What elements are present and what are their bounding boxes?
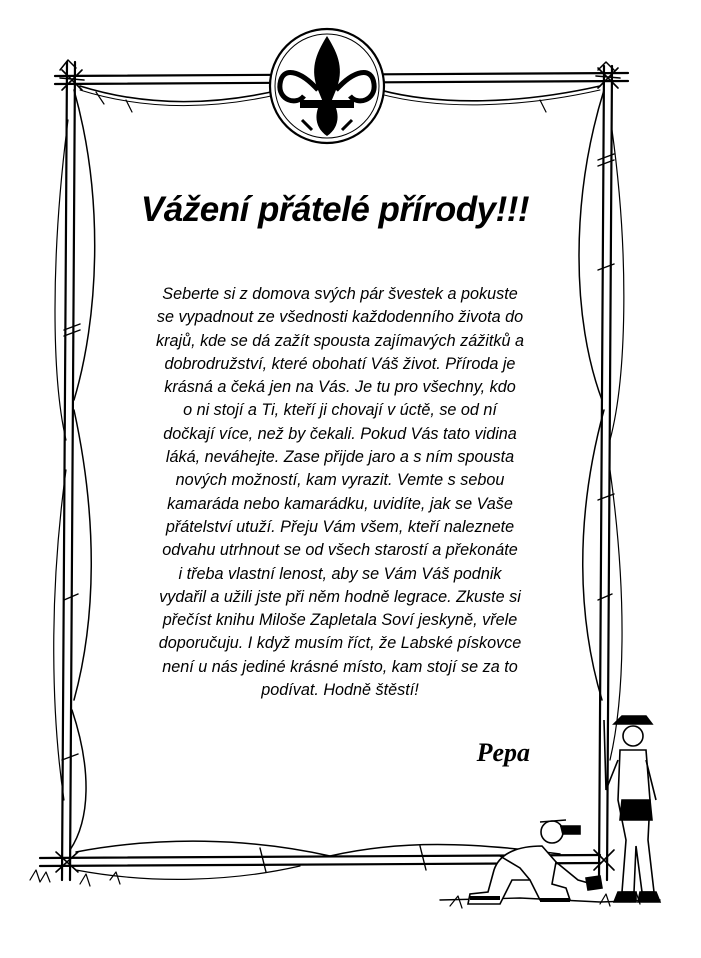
letter-line: i třeba vlastní lenost, aby se Vám Váš podnik — [178, 564, 502, 583]
letter-line: dobrodružství, které obohatí Váš život. Příroda je — [164, 354, 516, 373]
letter-line: podívat. Hodně štěstí! — [261, 681, 419, 700]
letter-title: Vážení přátelé přírody!!! — [140, 190, 530, 229]
signature: Pepa — [476, 738, 530, 767]
letter-line: odvahu utrhnout se od všech starostí a překonáte — [162, 541, 518, 560]
letter-line: vydařil a užili jste při něm hodně legrace. Zkuste si — [159, 587, 521, 606]
letter-line: láká, neváhejte. Zase přijde jaro a s ním spousta — [165, 448, 515, 467]
letter-line: doporučuju. I když musím říct, že Labské pískovce — [158, 634, 522, 653]
letter-line: krásná a čeká jen na Vás. Je tu pro všechny, kdo — [164, 378, 516, 397]
fleur-de-lis-emblem — [270, 29, 384, 143]
scout-with-binoculars — [604, 716, 660, 902]
letter-line: není u nás jediné krásné místo, kam stojí se za to — [162, 657, 518, 676]
letter-line: o ni stojí a Ti, kteří ji chovají v úctě, se od ní — [183, 401, 497, 420]
letter-line: přátelství utuží. Přeju Vám všem, kteří naleznete — [165, 517, 515, 536]
letter-line: Seberte si z domova svých pár švestek a pokuste — [162, 285, 518, 303]
letter-line: krajů, kde se dá zažít spousta zajímavých zážitků a — [156, 331, 524, 350]
letter-line: kamaráda nebo kamarádku, uvidíte, jak se Vaše — [167, 494, 513, 513]
letter-line: přečíst knihu Miloše Zapletala Soví jeskyně, vřele — [162, 611, 518, 630]
letter-line: dočkají více, než by čekali. Pokud Vás tato vidina — [163, 424, 517, 443]
letter-line: se vypadnout ze všednosti každodenního života do — [156, 308, 524, 327]
letter-body — [140, 283, 540, 702]
letter-line: nových možností, kam vyrazit. Vemte s sebou — [175, 471, 505, 490]
